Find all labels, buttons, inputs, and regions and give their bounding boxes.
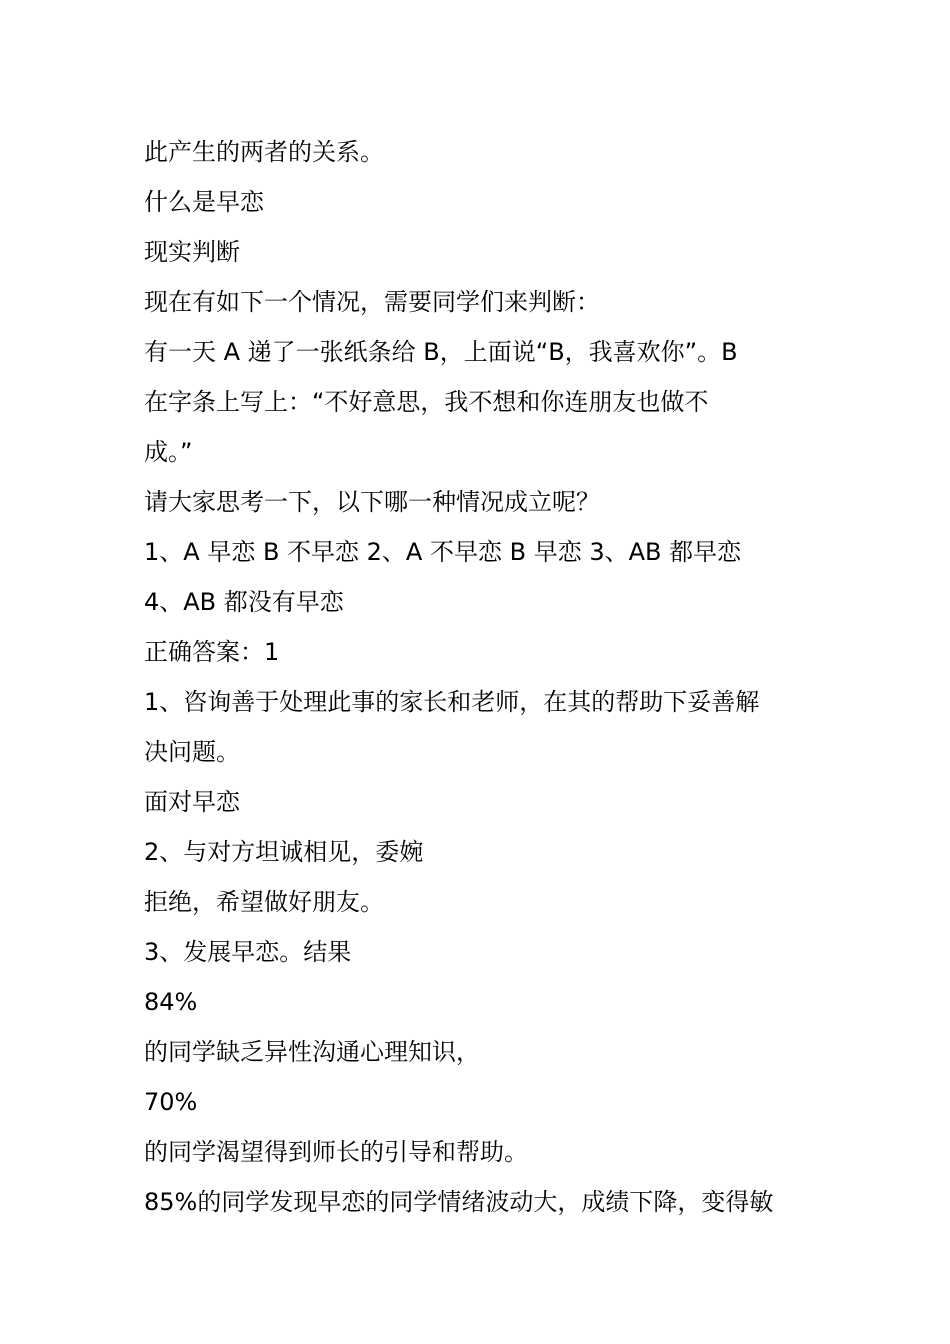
text-line: 3、发展早恋。结果: [144, 938, 352, 966]
text-line: 85%的同学发现早恋的同学情绪波动大，成绩下降，变得敏: [144, 1188, 774, 1216]
options-line: 4、AB 都没有早恋: [144, 588, 344, 616]
text-line: 成。”: [144, 438, 193, 466]
text-line: 拒绝，希望做好朋友。: [144, 888, 384, 916]
text-line: 有一天 A 递了一张纸条给 B，上面说“B，我喜欢你”。B: [144, 338, 738, 366]
answer-line: 正确答案：1: [144, 638, 280, 666]
text-line: 1、咨询善于处理此事的家长和老师，在其的帮助下妥善解: [144, 688, 760, 716]
text-line: 此产生的两者的关系。: [144, 138, 384, 166]
question-line: 请大家思考一下，以下哪一种情况成立呢？: [144, 488, 600, 516]
options-line: 1、A 早恋 B 不早恋 2、A 不早恋 B 早恋 3、AB 都早恋: [144, 538, 742, 566]
heading-facing-early-love: 面对早恋: [144, 788, 240, 816]
text-line: 在字条上写上：“不好意思，我不想和你连朋友也做不: [144, 388, 709, 416]
text-line: 2、与对方坦诚相见，委婉: [144, 838, 424, 866]
percentage-value: 84%: [144, 988, 198, 1016]
text-line: 的同学渴望得到师长的引导和帮助。: [144, 1138, 528, 1166]
heading-reality-judgment: 现实判断: [144, 238, 240, 266]
text-line: 决问题。: [144, 738, 240, 766]
percentage-value: 70%: [144, 1088, 198, 1116]
heading-what-is-early-love: 什么是早恋: [144, 188, 264, 216]
document-body: [144, 127, 814, 1227]
text-line: 的同学缺乏异性沟通心理知识，: [144, 1038, 480, 1066]
text-line: 现在有如下一个情况，需要同学们来判断：: [144, 288, 600, 316]
